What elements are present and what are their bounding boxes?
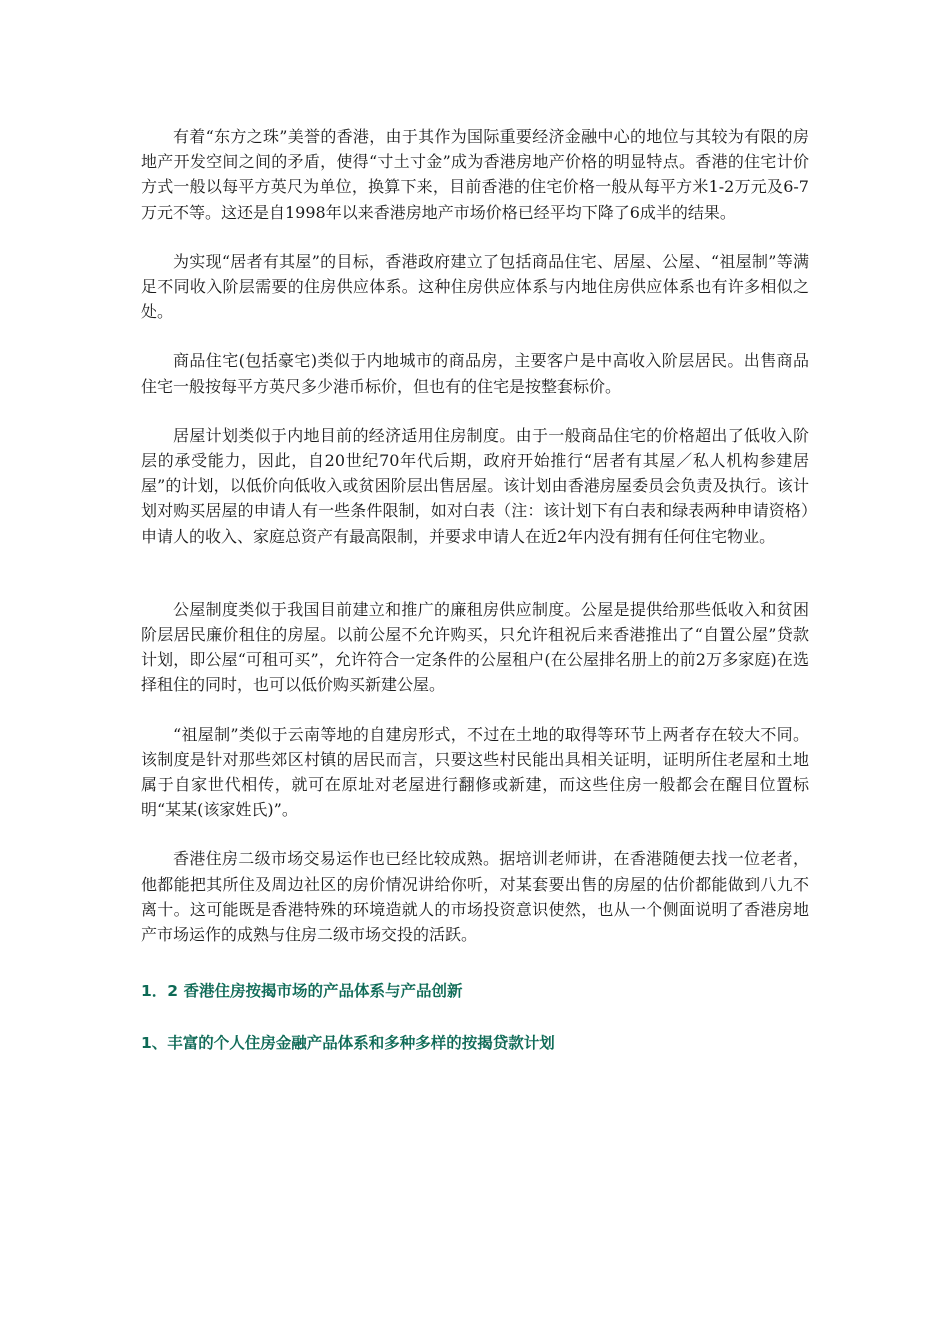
paragraph-home-ownership-scheme: 居屋计划类似于内地目前的经济适用住房制度。由于一般商品住宅的价格超出了低收入阶层的承受能力，因此，自20世纪70年代后期，政府开始推行“居者有其屋／私人机构参建居屋”的计划，以低价向低收入或贫困阶层出售居屋。该计划由香港房屋委员会负责及执行。该计划对购买居屋的申请人有一些条件限制，如对白表（注：该计划下有白表和绿表两种申请资格）申请人的收入、家庭总资产有最高限制，并要求申请人在近2年内没有拥有任何住宅物业。 — [141, 425, 809, 546]
subsection-heading: 1、丰富的个人住房金融产品体系和多种多样的按揭贷款计划 — [141, 1034, 555, 1053]
paragraph-commercial-housing: 商品住宅(包括豪宅)类似于内地城市的商品房，主要客户是中高收入阶层居民。出售商品住宅一般按每平方英尺多少港币标价，但也有的住宅是按整套标价。 — [141, 351, 809, 396]
paragraph-ancestral-housing: “祖屋制”类似于云南等地的自建房形式，不过在土地的取得等环节上两者存在较大不同。该制度是针对那些郊区村镇的居民而言，只要这些村民能出具相关证明，证明所住老屋和土地属于自家世代相传，就可在原址对老屋进行翻修或新建，而这些住房一般都会在醒目位置标明“某某(该家姓氏)”。 — [141, 724, 809, 820]
document-page — [141, 124, 809, 1055]
paragraph-intro: 有着“东方之珠”美誉的香港，由于其作为国际重要经济金融中心的地位与其较为有限的房地产开发空间之间的矛盾，使得“寸土寸金”成为香港房地产价格的明显特点。香港的住宅计价方式一般以每平方英尺为单位，换算下来，目前香港的住宅价格一般从每平方米1-2万元及6-7万元不等。这还是自1998年以来香港房地产市场价格已经平均下降了6成半的结果。 — [141, 127, 809, 222]
paragraph-public-housing: 公屋制度类似于我国目前建立和推广的廉租房供应制度。公屋是提供给那些低收入和贫困阶层居民廉价租住的房屋。以前公屋不允许购买，只允许租祝后来香港推出了“自置公屋”贷款计划，即公屋“可租可买”，允许符合一定条件的公屋租户(在公屋排名册上的前2万多家庭)在选择租住的同时，也可以低价购买新建公屋。 — [141, 599, 809, 695]
paragraph-secondary-market: 香港住房二级市场交易运作也已经比较成熟。据培训老师讲，在香港随便去找一位老者，他都能把其所住及周边社区的房价情况讲给你听，对某套要出售的房屋的估价都能做到八九不离十。这可能既是香港特殊的环境造就人的市场投资意识使然，也从一个侧面说明了香港房地产市场运作的成熟与住房二级市场交投的活跃。 — [141, 849, 809, 945]
paragraph-housing-system: 为实现“居者有其屋”的目标，香港政府建立了包括商品住宅、居屋、公屋、“祖屋制”等满足不同收入阶层需要的住房供应体系。这种住房供应体系与内地住房供应体系也有许多相似之处。 — [141, 251, 809, 322]
section-heading: 1．2 香港住房按揭市场的产品体系与产品创新 — [141, 982, 463, 1001]
